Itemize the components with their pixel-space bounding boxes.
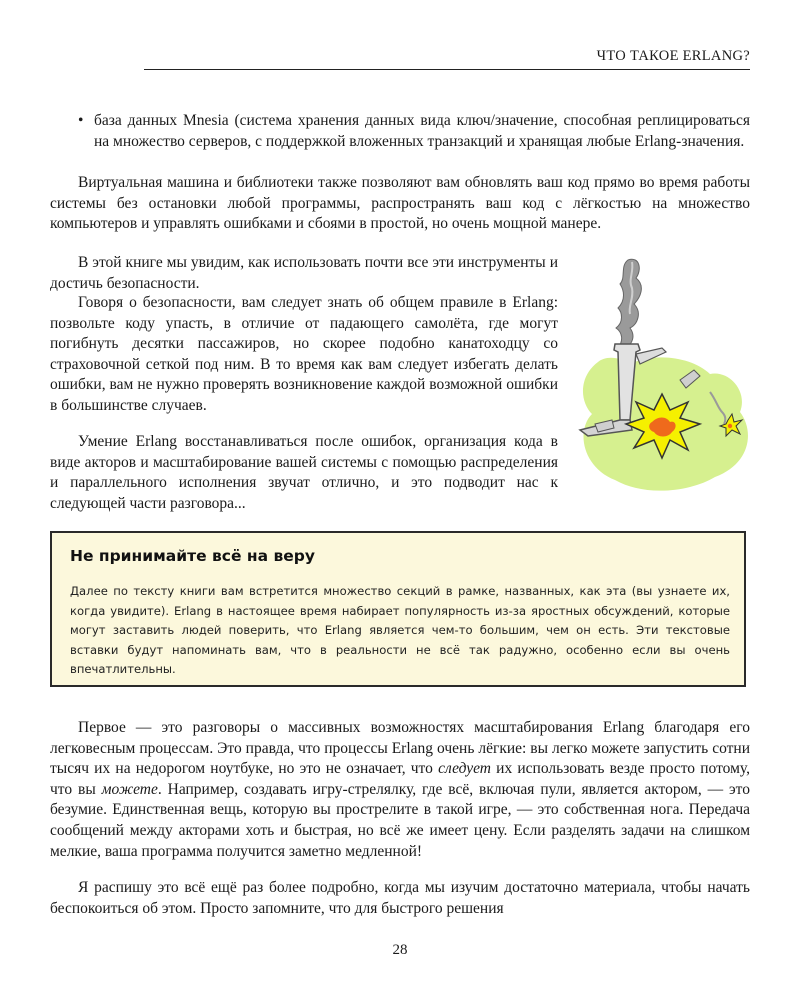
smoke-plume bbox=[616, 259, 641, 348]
callout-text: Далее по тексту книги вам встретится множество секций в рамке, названных, как эта (вы узнаете их, когда увидите). Erlang в настоящее время набирает популярность из-за яростных обсуждений, которые могут заставить людей поверить, что Erlang является чем-то большим, чем он есть. Эти текстовые вставки будут напоминать вам, что в реальности не всё так радужно, особенно если вы очень впечатлительны. bbox=[70, 584, 730, 677]
paragraph-part: . Например, создавать игру-стрелялку, где всё, включая пули, является актором, — это безумие. Единственная вещь, которую вы прострелите в такой игре, — это собственная нога. Передача сообщений между акторами хоть и быстрая, но всё же имеет цену. Если разделять задачи на слишком мелкие, ваша программа получится заметно медленной! bbox=[50, 780, 750, 860]
bullet-marker: • bbox=[78, 112, 84, 129]
paragraph-let-it-crash: Говоря о безопасности, вам следует знать об общем правиле в Erlang: позвольте коду упасть, в отличие от падающего самолёта, где могут погибнуть десятки пассажиров, но скорее подобно канатоходцу со страховочной сеткой под ним. В то время как вам следует избегать делать ошибки, вам не нужно проверять возникновение каждой возможной ошибки в большинстве случаев. bbox=[50, 294, 558, 414]
callout-title: Не принимайте всё на веру bbox=[70, 547, 315, 565]
emphasis-can: можете bbox=[101, 780, 158, 798]
emphasis-should: следует bbox=[438, 760, 491, 778]
paragraph-part: их использовать везде просто потому, что вы bbox=[50, 760, 750, 798]
paragraph-detail-later: Я распишу это всё ещё раз более подробно, когда мы изучим достаточно материала, чтобы начать беспокоиться об этом. Просто запомните, что для быстрого решения bbox=[50, 879, 750, 917]
paragraph-recovery: Умение Erlang восстанавливаться после ошибок, организация кода в виде акторов и масштабирование вашей системы с помощью распределения и параллельного исполнения звучат отлично, и это подводит нас к следующей части разговора... bbox=[50, 433, 558, 512]
paragraph-vm-libraries: Виртуальная машина и библиотеки также позволяют вам обновлять ваш код прямо во время работы системы без остановки любой программы, распространять ваш код с лёгкостью на множество компьютеров и управлять ошибками и сбоями в простой, но очень мощной манере. bbox=[50, 174, 750, 233]
header-rule bbox=[144, 69, 750, 70]
page-number: 28 bbox=[392, 942, 408, 958]
callout-box bbox=[50, 531, 746, 687]
crashing-airplane-illustration bbox=[570, 252, 755, 507]
paragraph-lightweight-processes bbox=[50, 718, 750, 862]
paragraph-part: Первое — это разговоры о массивных возможностях масштабирования Erlang благодаря его легковесным процессам. Это правда, что процессы Erlang очень лёгкие: вы легко можете запустить сотни тысяч их на недорогом ноутбуке, но это не означает, что bbox=[50, 719, 750, 778]
running-head: ЧТО ТАКОЕ ERLANG? bbox=[596, 48, 750, 64]
bullet-text: база данных Mnesia (система хранения данных вида ключ/значение, способная реплицироваться на множество серверов, с поддержкой вложенных транзакций и хранящая любые Erlang-значения. bbox=[94, 112, 750, 150]
paragraph-book-tools: В этой книге мы увидим, как использовать почти все эти инструменты и достичь безопасности. bbox=[50, 254, 558, 292]
bullet-item-mnesia bbox=[78, 111, 750, 152]
